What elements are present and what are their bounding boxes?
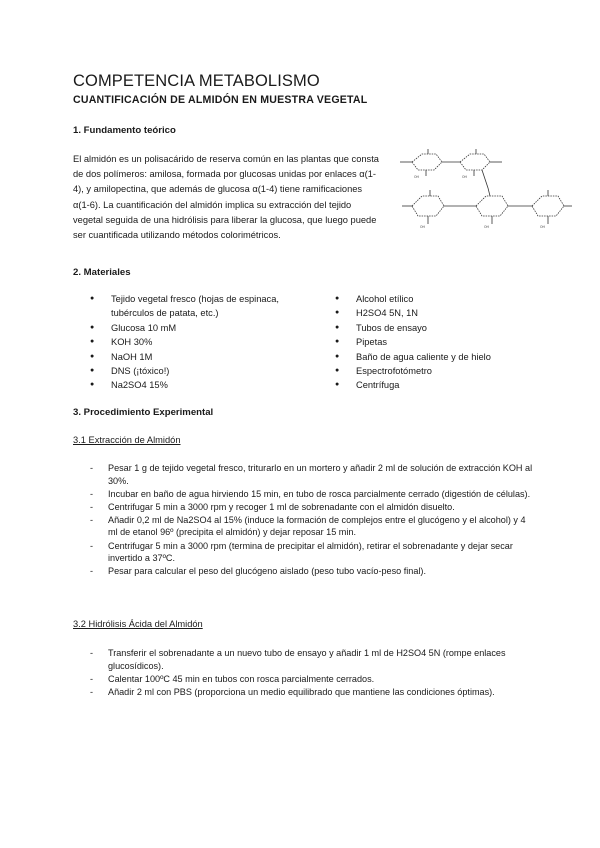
- list-item: - Añadir 0,2 ml de Na2SO4 al 15% (induce la formación de complejos entre el glucógeno y el alcohol) y 4 ml de etanol 96º (precipita el almidón) y dejar reposar 15 min.: [90, 514, 536, 539]
- list-item: - Calentar 100ºC 45 min en tubos con rosca parcialmente cerrados.: [90, 673, 536, 686]
- fundamento-paragraph: El almidón es un polisacárido de reserva común en las plantas que consta de dos polímeros: amilosa, formada por glucosas unidas por enlaces α(1-4), y amilopectina, que además de glucosa α(1-4) tiene ramificaciones α(1-6). La cuantificación del almidón implica su extracción del tejido vegetal seguida de una hidrólisis para liberar la glucosa, que luego puede ser cuantificada utilizando métodos colorimétricos.: [73, 154, 379, 241]
- hydrolysis-steps: [90, 647, 536, 699]
- page-title: COMPETENCIA METABOLISMO: [73, 72, 320, 90]
- starch-structure-icon: [398, 148, 574, 232]
- list-item: ● DNS (¡tóxico!): [90, 364, 290, 378]
- list-item: ● KOH 30%: [90, 335, 290, 349]
- list-item: ● Baño de agua caliente y de hielo: [335, 350, 545, 364]
- svg-text:OH: OH: [540, 225, 545, 229]
- section-heading-fundamento: 1. Fundamento teórico: [73, 125, 176, 136]
- list-item: - Añadir 2 ml con PBS (proporciona un medio equilibrado que mantiene las condiciones óptimas).: [90, 686, 536, 699]
- list-item: ● Tubos de ensayo: [335, 321, 545, 335]
- list-item: ● Pipetas: [335, 335, 545, 349]
- svg-text:OH: OH: [484, 225, 489, 229]
- section-heading-procedimiento: 3. Procedimiento Experimental: [73, 407, 214, 418]
- svg-text:OH: OH: [420, 225, 425, 229]
- section-heading-materiales: 2. Materiales: [73, 267, 131, 278]
- list-item: ● H2SO4 5N, 1N: [335, 306, 545, 320]
- list-item: - Transferir el sobrenadante a un nuevo tubo de ensayo y añadir 1 ml de H2SO4 5N (rompe enlaces glucosídicos).: [90, 647, 536, 672]
- list-item: ● NaOH 1M: [90, 350, 290, 364]
- materials-list-right: [335, 292, 545, 393]
- list-item: - Pesar para calcular el peso del glucógeno aislado (peso tubo vacío-peso final).: [90, 565, 536, 578]
- list-item: ● Centrífuga: [335, 378, 545, 392]
- svg-text:OH: OH: [462, 175, 467, 179]
- extraction-steps: [90, 462, 536, 578]
- page-subtitle: CUANTIFICACIÓN DE ALMIDÓN EN MUESTRA VEGETAL: [73, 94, 368, 106]
- list-item: - Centrifugar 5 min a 3000 rpm y recoger 1 ml de sobrenadante con el almidón disuelto.: [90, 501, 536, 514]
- list-item: - Centrifugar 5 min a 3000 rpm (termina de precipitar el almidón), retirar el sobrenadante y dejar secar invertido a 37ºC.: [90, 540, 536, 565]
- list-item: ● Glucosa 10 mM: [90, 321, 290, 335]
- subsection-heading-extraccion: 3.1 Extracción de Almidón: [73, 435, 181, 445]
- list-item: - Incubar en baño de agua hirviendo 15 min, en tubo de rosca parcialmente cerrado (digestión de células).: [90, 488, 536, 501]
- list-item: ● Alcohol etílico: [335, 292, 545, 306]
- list-item: - Pesar 1 g de tejido vegetal fresco, triturarlo en un mortero y añadir 2 ml de solución de extracción KOH al 30%.: [90, 462, 536, 487]
- list-item: ● Na2SO4 15%: [90, 378, 290, 392]
- materials-list-left: [90, 292, 290, 393]
- subsection-heading-hidrolisis: 3.2 Hidrólisis Ácida del Almidón: [73, 619, 203, 629]
- list-item: ● Tejido vegetal fresco (hojas de espinaca, tubérculos de patata, etc.): [90, 292, 290, 321]
- svg-text:OH: OH: [414, 175, 419, 179]
- list-item: ● Espectrofotómetro: [335, 364, 545, 378]
